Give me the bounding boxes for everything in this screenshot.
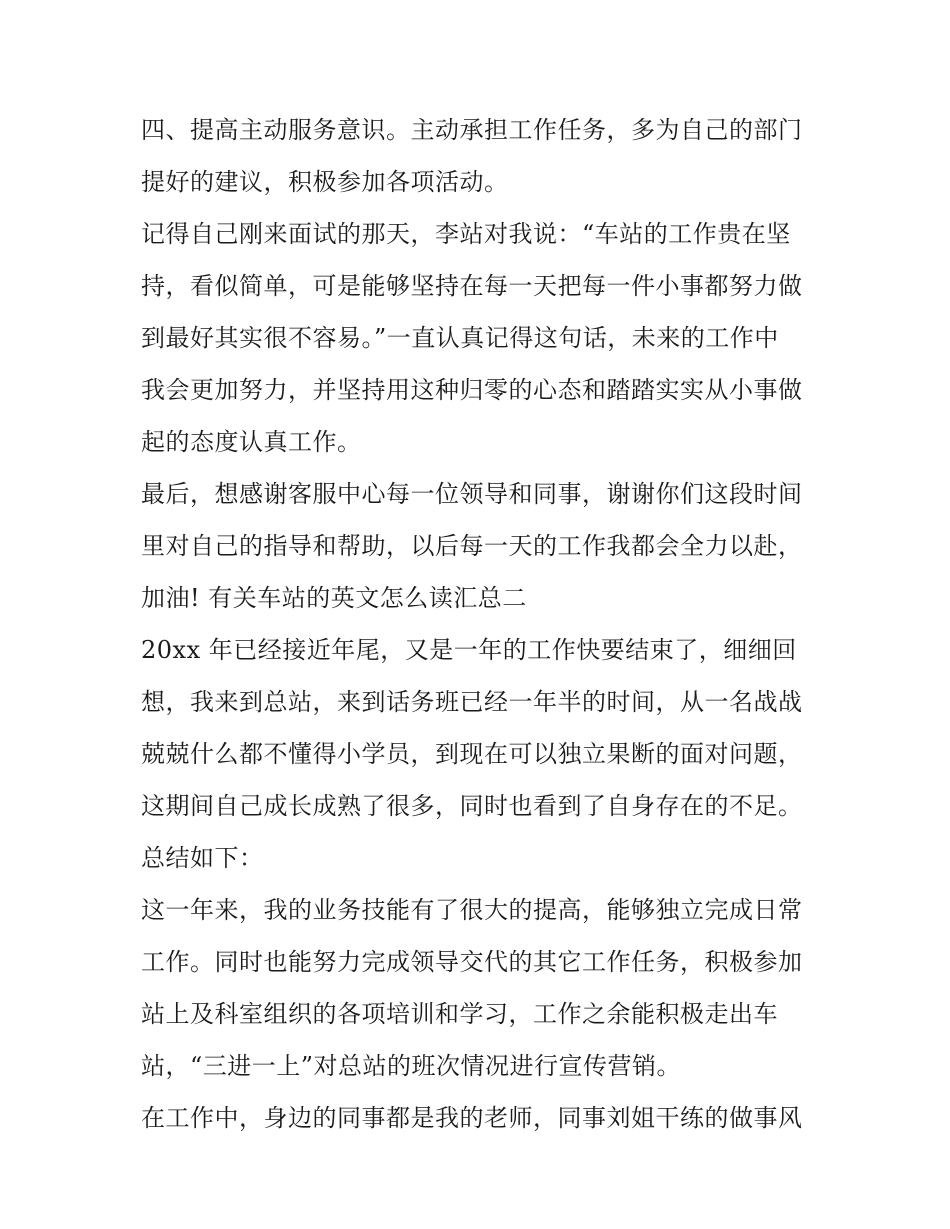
text-line: 加油! 有关车站的英文怎么读汇总二	[141, 584, 527, 612]
document-page	[141, 104, 831, 1144]
text-line: 想，我来到总站，来到话务班已经一年半的时间，从一名战战	[141, 688, 803, 716]
paragraph-thanks	[141, 468, 831, 624]
text-line: 在工作中，身边的同事都是我的老师，同事刘姐干练的做事风	[141, 1104, 803, 1132]
text-line: 我会更加努力，并坚持用这种归零的心态和踏踏实实从小事做	[141, 376, 803, 404]
text-line: 20xx 年已经接近年尾，又是一年的工作快要结束了，细细回	[141, 636, 797, 664]
text-line: 工作。同时也能努力完成领导交代的其它工作任务，积极参加	[141, 948, 803, 976]
text-line: 持，看似简单，可是能够坚持在每一天把每一件小事都努力做	[141, 272, 803, 300]
text-line: 站，“三进一上”对总站的班次情况进行宣传营销。	[141, 1052, 682, 1080]
text-line: 兢兢什么都不懂得小学员，到现在可以独立果断的面对问题，	[141, 740, 803, 768]
paragraph-colleagues	[141, 1092, 831, 1144]
text-line: 记得自己刚来面试的那天，李站对我说：“车站的工作贵在坚	[141, 220, 791, 248]
text-line: 这一年来，我的业务技能有了很大的提高，能够独立完成日常	[141, 896, 803, 924]
paragraph-skills	[141, 884, 831, 1092]
text-line: 起的态度认真工作。	[141, 428, 362, 456]
paragraph-year-review	[141, 624, 831, 884]
text-line: 四、提高主动服务意识。主动承担工作任务，多为自己的部门	[141, 116, 803, 144]
text-line: 提好的建议，积极参加各项活动。	[141, 168, 509, 196]
text-line: 站上及科室组织的各项培训和学习，工作之余能积极走出车	[141, 1000, 778, 1028]
text-line: 这期间自己成长成熟了很多，同时也看到了自身存在的不足。	[141, 792, 803, 820]
text-line: 里对自己的指导和帮助，以后每一天的工作我都会全力以赴，	[141, 532, 803, 560]
text-line: 到最好其实很不容易。”一直认真记得这句话，未来的工作中	[141, 324, 779, 352]
text-line: 总结如下：	[141, 844, 264, 872]
paragraph-service-awareness	[141, 104, 831, 208]
text-line: 最后，想感谢客服中心每一位领导和同事，谢谢你们这段时间	[141, 480, 803, 508]
paragraph-interview-memory	[141, 208, 831, 468]
